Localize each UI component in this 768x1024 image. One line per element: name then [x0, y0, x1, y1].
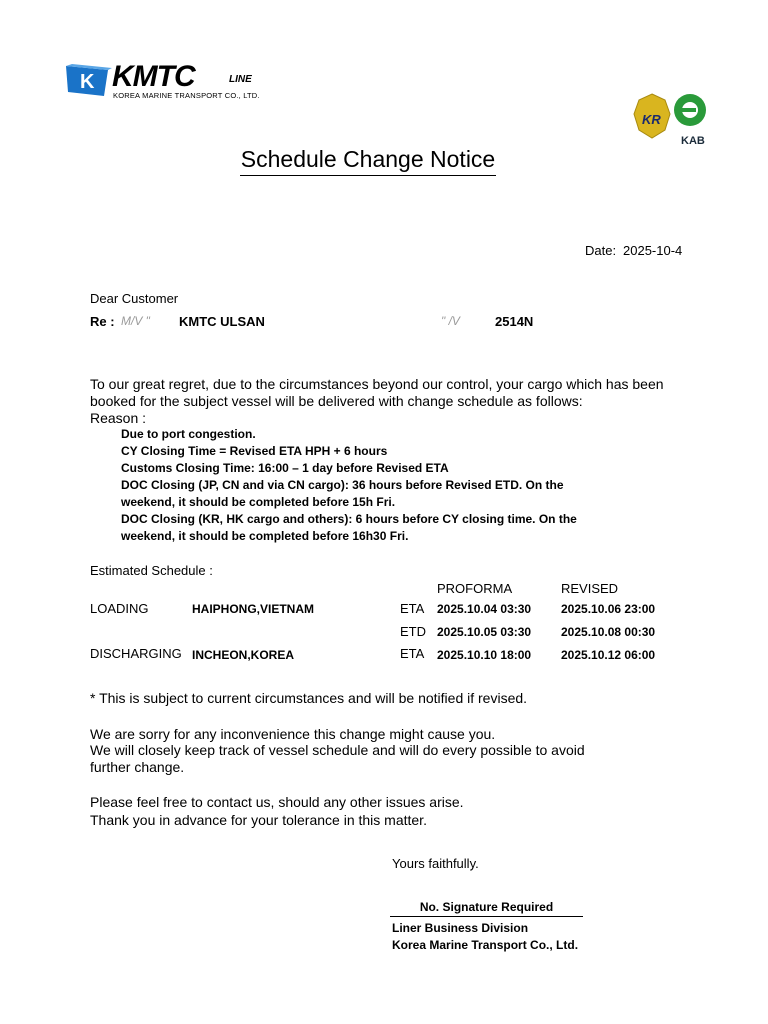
reason-item: DOC Closing (KR, HK cargo and others): 6 hours before CY closing time. On the: [121, 512, 577, 526]
apology-line: We will closely keep track of vessel schedule and will do every possible to avoid: [90, 742, 585, 758]
kmtc-flag-logo-icon: [64, 62, 114, 102]
signature-line: [390, 916, 583, 917]
contact-line: Please feel free to contact us, should any other issues arise.: [90, 794, 464, 810]
col-header-proforma: PROFORMA: [437, 581, 513, 596]
reason-item: Customs Closing Time: 16:00 – 1 day before Revised ETA: [121, 461, 449, 475]
schedule-label: Estimated Schedule :: [90, 563, 213, 578]
schedule-row-revised: 2025.10.12 06:00: [561, 648, 656, 662]
brand-logo-text: KMTC: [112, 60, 195, 93]
vessel-label: M/V ": [121, 314, 150, 328]
voyage-number: 2514N: [495, 314, 534, 329]
reason-label: Reason :: [90, 410, 147, 426]
voyage-label: " /V: [441, 314, 460, 328]
signature-company: Korea Marine Transport Co., Ltd.: [392, 938, 579, 952]
apology-line: We are sorry for any inconvenience this change might cause you.: [90, 726, 496, 742]
closing: Yours faithfully.: [392, 856, 479, 871]
page-title: Schedule Change Notice: [0, 146, 736, 173]
date-value: 2025-10-4: [623, 243, 683, 258]
signature-note: No. Signature Required: [419, 900, 554, 914]
schedule-row-port: HAIPHONG,VIETNAM: [192, 602, 315, 616]
signature-division: Liner Business Division: [392, 921, 529, 935]
reason-item: weekend, it should be completed before 15h Fri.: [121, 495, 396, 509]
schedule-row-proforma: 2025.10.10 18:00: [437, 648, 532, 662]
schedule-row-event: ETD: [400, 624, 426, 639]
date-label: Date:: [585, 243, 617, 258]
brand-logo-line: LINE: [229, 74, 252, 85]
schedule-row-revised: 2025.10.06 23:00: [561, 602, 656, 616]
svg-text:K: K: [80, 71, 95, 93]
intro-line-1: To our great regret, due to the circumstances beyond our control, your cargo which has been: [90, 376, 664, 392]
vessel-name: KMTC ULSAN: [179, 314, 265, 329]
contact-line: Thank you in advance for your tolerance in this matter.: [90, 812, 427, 828]
schedule-row-revised: 2025.10.08 00:30: [561, 625, 656, 639]
schedule-row-type: LOADING: [90, 601, 149, 616]
intro-line-2: booked for the subject vessel will be delivered with change schedule as follows:: [90, 393, 583, 409]
schedule-row-type: DISCHARGING: [90, 646, 182, 661]
apology-line: further change.: [90, 759, 185, 775]
schedule-row-event: ETA: [400, 601, 425, 616]
re-label: Re :: [90, 314, 115, 329]
schedule-row-event: ETA: [400, 646, 425, 661]
reason-item: weekend, it should be completed before 16h30 Fri.: [121, 529, 409, 543]
brand-logo-subtitle: KOREA MARINE TRANSPORT CO., LTD.: [113, 91, 260, 100]
col-header-revised: REVISED: [561, 581, 619, 596]
reason-item: Due to port congestion.: [121, 427, 256, 441]
schedule-row-proforma: 2025.10.04 03:30: [437, 602, 532, 616]
schedule-row-port: INCHEON,KOREA: [192, 648, 295, 662]
cert-badge-kab: KAB: [681, 135, 705, 147]
reason-item: DOC Closing (JP, CN and via CN cargo): 36 hours before Revised ETD. On the: [121, 478, 564, 492]
cert-badge-kr: KR: [642, 112, 661, 127]
schedule-row-proforma: 2025.10.05 03:30: [437, 625, 532, 639]
salutation: Dear Customer: [90, 291, 179, 306]
reason-item: CY Closing Time = Revised ETA HPH + 6 hours: [121, 444, 388, 458]
revision-note: * This is subject to current circumstances and will be notified if revised.: [90, 690, 528, 706]
